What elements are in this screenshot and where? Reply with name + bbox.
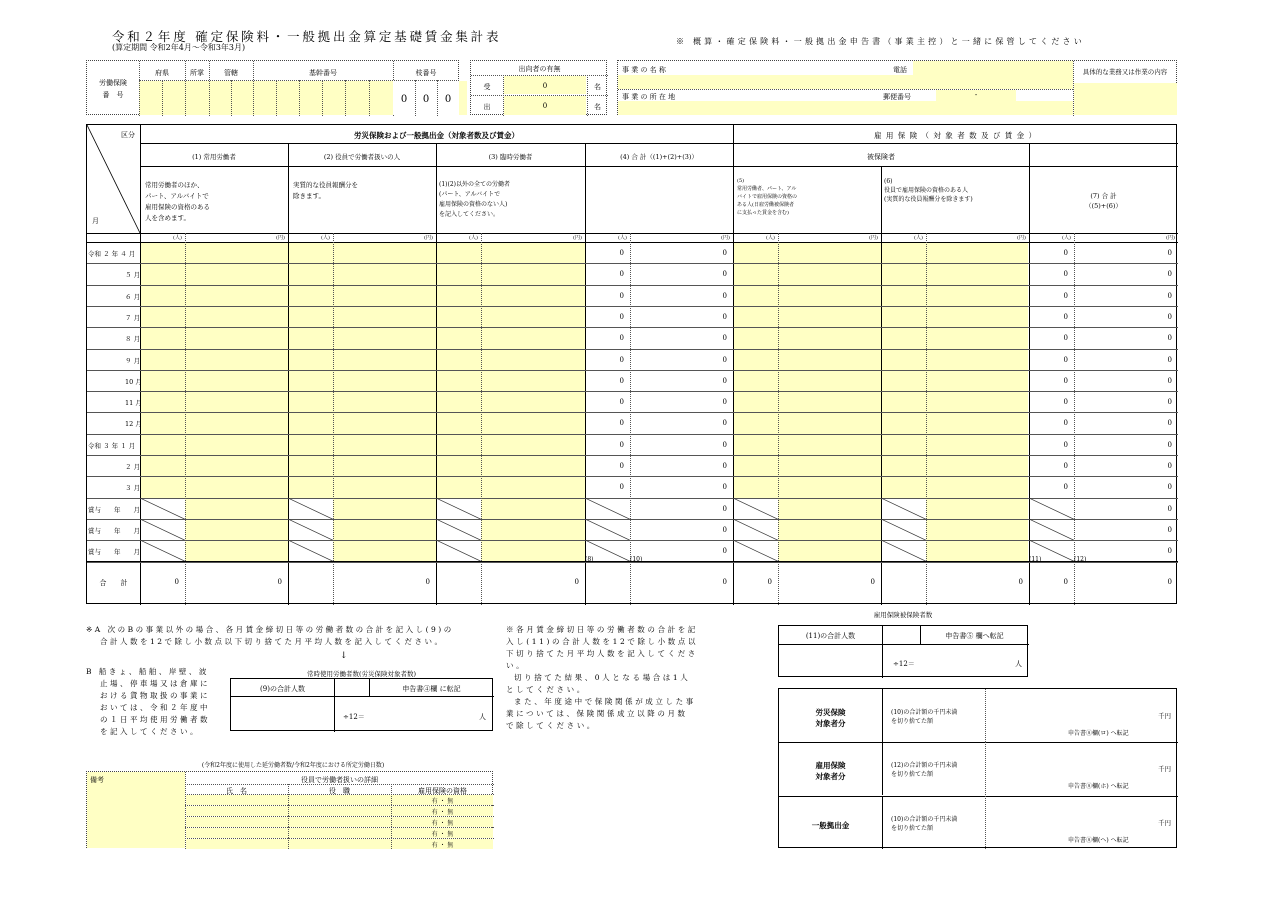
insured-label: 被保険者 xyxy=(867,153,895,161)
desc-temporary-workers: (1)(2)以外の全ての労働者 (パート、アルバイトで 雇用保険の資格のない人) を記入してください。 xyxy=(439,181,510,218)
insurance-number-label-2: 番 号 xyxy=(102,91,124,99)
cell-zero: 0 xyxy=(1167,504,1172,513)
bonus-slash xyxy=(288,540,333,561)
cell-zero: 0 xyxy=(619,398,624,407)
officers-title: 役員で労働者扱いの詳細 xyxy=(301,776,378,784)
unit-yen: (円) xyxy=(276,235,285,241)
bonus-slash xyxy=(436,519,481,540)
cell-zero: 0 xyxy=(1063,376,1068,385)
insurance-number-box xyxy=(86,60,459,115)
row-divider xyxy=(87,391,1178,392)
unit-persons: (人) xyxy=(173,235,182,241)
row-label: 賞与 年 月 xyxy=(88,505,140,514)
cell-zero: 0 xyxy=(722,291,727,300)
cell-zero: 0 xyxy=(722,483,727,492)
business-info-box xyxy=(617,60,1177,115)
unit-persons: (人) xyxy=(469,235,478,241)
note-right: ※各月賃金締切日等の労働者数の合計を記 入し(11)の合計人数を12で除し小数点以 下切り捨てた月平均人数を記入してくださ い。 切り捨てた結果、0人となる場合は1人 としてください。 また、年度途中で保険関係が成立した事 業については、保険関係成立以降の月数 で除してください。 xyxy=(506,625,699,730)
cell-zero: 0 xyxy=(1167,249,1172,257)
total-zero: 0 xyxy=(1063,578,1068,586)
koyou-transfer-label: 申告書⑤ 欄へ転記 xyxy=(945,632,1004,640)
cell-zero: 0 xyxy=(722,249,727,257)
cell-zero: 0 xyxy=(619,483,624,492)
cell-zero: 0 xyxy=(619,291,624,300)
unit-yen: (円) xyxy=(721,235,730,241)
note-a: ※A 次のBの事業以外の場合、各月賃金締切日等の労働者数の合計を記入し(9)の 合計人数を12で除し小数点以下切り捨てた月平均人数を記入してください。 xyxy=(86,625,454,646)
koyou-unit: 人 xyxy=(1015,660,1022,668)
bonus-slash xyxy=(881,519,926,540)
regular-divisor: ÷12＝ xyxy=(343,713,365,721)
business-name-input[interactable] xyxy=(618,75,1073,89)
rousai-header: 労災保険および一般拠出金（対象者数及び賃金） xyxy=(354,131,519,140)
officer-name-header: 氏 名 xyxy=(226,787,247,795)
summary-unit: 千円 xyxy=(1158,818,1171,827)
row-divider xyxy=(87,455,1178,456)
ratio-note: (令和2年度に使用した延労働者数/令和2年度における所定労働日数) xyxy=(201,762,385,769)
row-label: 令和 ３ 年 １ 月 xyxy=(88,441,136,450)
col-total-rousai: (4) 合 計（(1)+(2)+(3)） xyxy=(620,153,698,161)
desc-regular-workers: 常用労働者のほか、 パート、アルバイトで 雇用保険の資格のある 人を含めます。 xyxy=(145,181,210,222)
koyou-divisor: ÷12＝ xyxy=(893,660,915,668)
unit-persons: (人) xyxy=(618,235,627,241)
col-temporary-workers: (3) 臨時労働者 xyxy=(488,153,533,161)
cell-zero: 0 xyxy=(619,249,624,257)
work-content-label: 具体的な業務又は作業の内容 xyxy=(1082,68,1168,76)
unit-yen: (円) xyxy=(1166,235,1175,241)
wage-summary-table xyxy=(86,124,1177,604)
summary-title-2: 対象者分 xyxy=(815,772,846,782)
summary-title: 労災保険 xyxy=(815,708,846,717)
branch-digit-2: 0 xyxy=(422,94,430,105)
month-label: 月 xyxy=(92,217,99,225)
cell-zero: 0 xyxy=(1167,462,1172,470)
yes-no-choice[interactable]: 有 ・ 無 xyxy=(431,842,454,849)
yes-no-choice[interactable]: 有 ・ 無 xyxy=(431,798,454,805)
yes-no-choice[interactable]: 有 ・ 無 xyxy=(431,820,454,827)
cell-zero: 0 xyxy=(619,270,624,279)
regular-unit: 人 xyxy=(479,713,486,721)
bonus-slash xyxy=(733,519,778,540)
cell-zero: 0 xyxy=(619,440,624,449)
work-content-input[interactable] xyxy=(1074,83,1177,115)
cell-zero: 0 xyxy=(619,376,624,385)
bonus-slash xyxy=(436,498,481,519)
cell-zero: 0 xyxy=(1063,440,1068,449)
bonus-slash xyxy=(881,540,926,561)
summary-transfer: 申告書⑧欄(ヘ) へ転記 xyxy=(1068,836,1129,844)
koyou-total-label: (11)の合計人数 xyxy=(805,632,856,640)
summary-desc-2: を切り捨てた額 xyxy=(891,824,934,832)
summary-desc: (12)の合計額の千円未満 xyxy=(891,762,958,770)
summary-desc-2: を切り捨てた額 xyxy=(891,718,934,725)
row-label: ６ 月 xyxy=(125,292,141,301)
summary-title: 一般拠出金 xyxy=(811,820,850,830)
total-zero: 0 xyxy=(767,578,772,586)
regular-transfer-label: 申告書④欄 に転記 xyxy=(402,685,461,693)
summary-box xyxy=(778,688,1177,848)
bonus-slash xyxy=(436,540,481,561)
summary-title-2: 対象者分 xyxy=(815,719,846,728)
remarks-label: 備考 xyxy=(90,776,104,784)
yes-no-choice[interactable]: 有 ・ 無 xyxy=(431,809,454,816)
cell-zero: 0 xyxy=(722,440,727,449)
cell-zero: 0 xyxy=(722,462,727,470)
row-label: ２ 月 xyxy=(125,463,141,471)
bonus-slash xyxy=(140,498,185,519)
postal-code-label: 郵便番号 xyxy=(883,93,911,101)
row-divider xyxy=(87,349,1178,350)
unit-yen: (円) xyxy=(1017,235,1026,241)
marker-10: (10) xyxy=(630,556,643,563)
row-divider xyxy=(87,306,1178,307)
cell-zero: 0 xyxy=(722,334,727,343)
cell-zero: 0 xyxy=(1167,419,1172,428)
cell-zero: 0 xyxy=(1063,249,1068,257)
row-divider xyxy=(87,540,1178,541)
cell-zero: 0 xyxy=(1063,291,1068,300)
rousai-input-area[interactable] xyxy=(140,243,585,561)
summary-amount-input[interactable] xyxy=(986,797,1176,833)
cell-zero: 0 xyxy=(722,376,727,385)
sent-label: 出 xyxy=(483,103,491,111)
row-divider xyxy=(87,498,1178,499)
officer-position-header: 役 職 xyxy=(329,787,350,795)
cell-zero: 0 xyxy=(1167,483,1172,492)
total-zero: 0 xyxy=(722,578,727,586)
postal-code-value: - xyxy=(974,91,978,99)
summary-amount-input[interactable] xyxy=(986,743,1176,779)
row-divider xyxy=(87,434,1178,435)
branch-digit-3: 0 xyxy=(444,94,452,105)
unit-yen: (円) xyxy=(573,235,582,241)
unit-yen: (円) xyxy=(424,235,433,241)
col-base-number: 基幹番号 xyxy=(309,69,337,77)
cell-zero: 0 xyxy=(1167,355,1172,364)
business-name-label: 事 業 の 名 称 xyxy=(622,66,666,74)
cell-zero: 0 xyxy=(1167,440,1172,449)
marker-12: (12) xyxy=(1074,556,1087,563)
form-title: 令和２年度 確定保険料・一般拠出金算定基礎賃金集計表 xyxy=(112,29,502,44)
bonus-slash xyxy=(1029,519,1074,540)
regular-workers-title: 常時使用労働者数(労災保険対象者数) xyxy=(306,670,417,678)
total-zero: 0 xyxy=(1018,578,1023,586)
bonus-slash xyxy=(140,519,185,540)
bonus-slash xyxy=(288,519,333,540)
total-label: 合 計 xyxy=(99,579,128,587)
row-label: ３ 月 xyxy=(125,484,141,493)
cell-zero: 0 xyxy=(619,334,624,343)
note-b: B 船きょ、船舶、岸壁、波 止場、停車場又は倉庫に おける貨物取扱の事業に おいては、令和２年度中 の１日平均使用労働者数 を記入してください。 xyxy=(86,667,210,736)
total-zero: 0 xyxy=(1167,578,1172,586)
cell-zero: 0 xyxy=(619,462,624,470)
received-value: 0 xyxy=(542,82,548,90)
summary-amount-input[interactable] xyxy=(986,690,1176,726)
sent-value: 0 xyxy=(542,102,548,110)
phone-label: 電話 xyxy=(893,66,907,74)
sent-unit: 名 xyxy=(594,103,601,111)
cell-zero: 0 xyxy=(1167,312,1172,321)
cell-zero: 0 xyxy=(1167,398,1172,407)
total-zero: 0 xyxy=(574,578,579,586)
cell-zero: 0 xyxy=(722,547,727,556)
summary-transfer: 申告書⑧欄(ロ) へ転記 xyxy=(1068,730,1129,737)
koyou-insured-box xyxy=(778,625,1028,677)
cell-zero: 0 xyxy=(722,504,727,513)
row-label: ５ 月 xyxy=(125,271,141,280)
bonus-slash xyxy=(1029,498,1074,519)
secondment-box xyxy=(470,60,607,115)
cell-zero: 0 xyxy=(1063,312,1068,321)
cell-zero: 0 xyxy=(722,398,727,407)
desc-insured-officer: (6) 役員で雇用保険の資格のある人 (実質的な役員報酬分を除きます) xyxy=(884,178,973,203)
calculation-period: (算定期間 令和2年4月～令和3年3月) xyxy=(112,43,246,52)
row-divider xyxy=(87,327,1178,328)
total-zero: 0 xyxy=(425,578,430,586)
cell-zero: 0 xyxy=(1063,419,1068,428)
row-divider xyxy=(87,412,1178,413)
business-address-input[interactable] xyxy=(618,101,1073,115)
cell-zero: 0 xyxy=(1167,270,1172,279)
regular-total-label: (9)の合計人数 xyxy=(260,685,305,693)
desc-officer-workers: 実質的な役員報酬分を 除きます。 xyxy=(293,181,358,200)
cell-zero: 0 xyxy=(1167,525,1172,534)
cell-zero: 0 xyxy=(722,270,727,279)
unit-persons: (人) xyxy=(914,235,923,241)
row-label: 11 月 xyxy=(125,399,142,408)
desc-koyou-total: (7) 合 計 （(5)+(6)） xyxy=(1085,192,1122,210)
col-branch-number: 枝番号 xyxy=(415,69,437,77)
col-jurisdiction: 管轄 xyxy=(224,69,238,77)
col-prefecture: 府県 xyxy=(155,69,169,77)
phone-input[interactable] xyxy=(913,61,1073,75)
koyou-header: 雇 用 保 険 （ 対 象 者 数 及 び 賃 金 ） xyxy=(874,131,1037,140)
row-label: ８ 月 xyxy=(125,335,141,344)
unit-persons: (人) xyxy=(1062,235,1071,241)
marker-8: (8) xyxy=(585,556,594,563)
cell-zero: 0 xyxy=(1167,547,1172,556)
koyou-insured-title: 雇用保険被保険者数 xyxy=(873,611,933,619)
cell-zero: 0 xyxy=(1063,483,1068,492)
cell-zero: 0 xyxy=(1167,291,1172,300)
cell-zero: 0 xyxy=(619,419,624,428)
col-office: 所掌 xyxy=(190,69,204,77)
row-label: 10 月 xyxy=(125,377,142,386)
summary-desc-2: を切り捨てた額 xyxy=(891,771,934,779)
row-divider xyxy=(87,370,1178,371)
remarks-box xyxy=(86,771,493,848)
bonus-slash xyxy=(733,540,778,561)
desc-insured-regular: (5) 常用労働者、パート、アル バイトで雇用保険の資格の ある人(日雇労働被保険者 に支払った賃金を含む) xyxy=(737,178,798,216)
bonus-slash xyxy=(585,498,630,519)
row-divider xyxy=(87,263,1178,264)
cell-zero: 0 xyxy=(619,355,624,364)
storage-note: ※ 概算・確定保険料・一般拠出金申告書（事業主控）と一緒に保管してください xyxy=(676,37,1085,46)
bonus-slash xyxy=(585,519,630,540)
category-label: 区分 xyxy=(121,131,135,139)
row-label: 賞与 年 月 xyxy=(88,548,140,557)
unit-yen: (円) xyxy=(869,235,878,241)
cell-zero: 0 xyxy=(722,355,727,364)
row-label: ７ 月 xyxy=(125,313,141,322)
cell-zero: 0 xyxy=(1063,355,1068,364)
marker-11: (11) xyxy=(1029,556,1042,563)
cell-zero: 0 xyxy=(722,525,727,534)
cell-zero: 0 xyxy=(1167,376,1172,385)
bonus-slash xyxy=(140,540,185,561)
cell-zero: 0 xyxy=(619,312,624,321)
arrow-down-icon: ↓ xyxy=(340,651,348,661)
cell-zero: 0 xyxy=(1063,462,1068,470)
bonus-slash xyxy=(881,498,926,519)
branch-digit-1: 0 xyxy=(400,94,408,105)
received-label: 受 xyxy=(483,83,491,91)
bonus-slash xyxy=(288,498,333,519)
col-officer-workers: (2) 役員で労働者扱いの人 xyxy=(323,153,401,161)
unit-persons: (人) xyxy=(321,235,330,241)
row-label: 賞与 年 月 xyxy=(88,526,140,535)
cell-zero: 0 xyxy=(1063,334,1068,343)
cell-zero: 0 xyxy=(1063,398,1068,407)
summary-transfer: 申告書⑧欄(ホ) へ転記 xyxy=(1068,783,1129,791)
cell-zero: 0 xyxy=(722,419,727,428)
row-label: 令和 ２ 年 ４ 月 xyxy=(88,250,136,258)
summary-desc: (10)の合計額の千円未満 xyxy=(891,709,958,716)
officer-qualification-header: 雇用保険の資格 xyxy=(418,787,467,795)
summary-title: 雇用保険 xyxy=(815,761,846,771)
row-divider xyxy=(87,476,1178,477)
row-label: 12 月 xyxy=(125,420,142,429)
cell-zero: 0 xyxy=(1063,270,1068,279)
unit-persons: (人) xyxy=(766,235,775,241)
summary-desc: (10)の合計額の千円未満 xyxy=(891,815,958,823)
cell-zero: 0 xyxy=(1167,334,1172,343)
col-regular-workers: (1) 常用労働者 xyxy=(192,153,236,161)
cell-zero: 0 xyxy=(722,312,727,321)
business-address-label: 事 業 の 所 在 地 xyxy=(622,93,676,101)
row-divider xyxy=(87,285,1178,286)
received-unit: 名 xyxy=(594,83,601,91)
summary-unit: 千円 xyxy=(1158,712,1171,720)
total-zero: 0 xyxy=(174,578,179,586)
total-zero: 0 xyxy=(870,578,875,586)
yes-no-choice[interactable]: 有 ・ 無 xyxy=(431,831,454,838)
row-divider xyxy=(87,519,1178,520)
regular-workers-box xyxy=(230,678,493,731)
row-label: ９ 月 xyxy=(125,356,141,365)
secondment-title: 出向者の有無 xyxy=(518,65,561,73)
insurance-number-label: 労働保険 xyxy=(99,79,127,87)
bonus-slash xyxy=(733,498,778,519)
total-zero: 0 xyxy=(277,578,282,586)
summary-unit: 千円 xyxy=(1158,765,1171,774)
